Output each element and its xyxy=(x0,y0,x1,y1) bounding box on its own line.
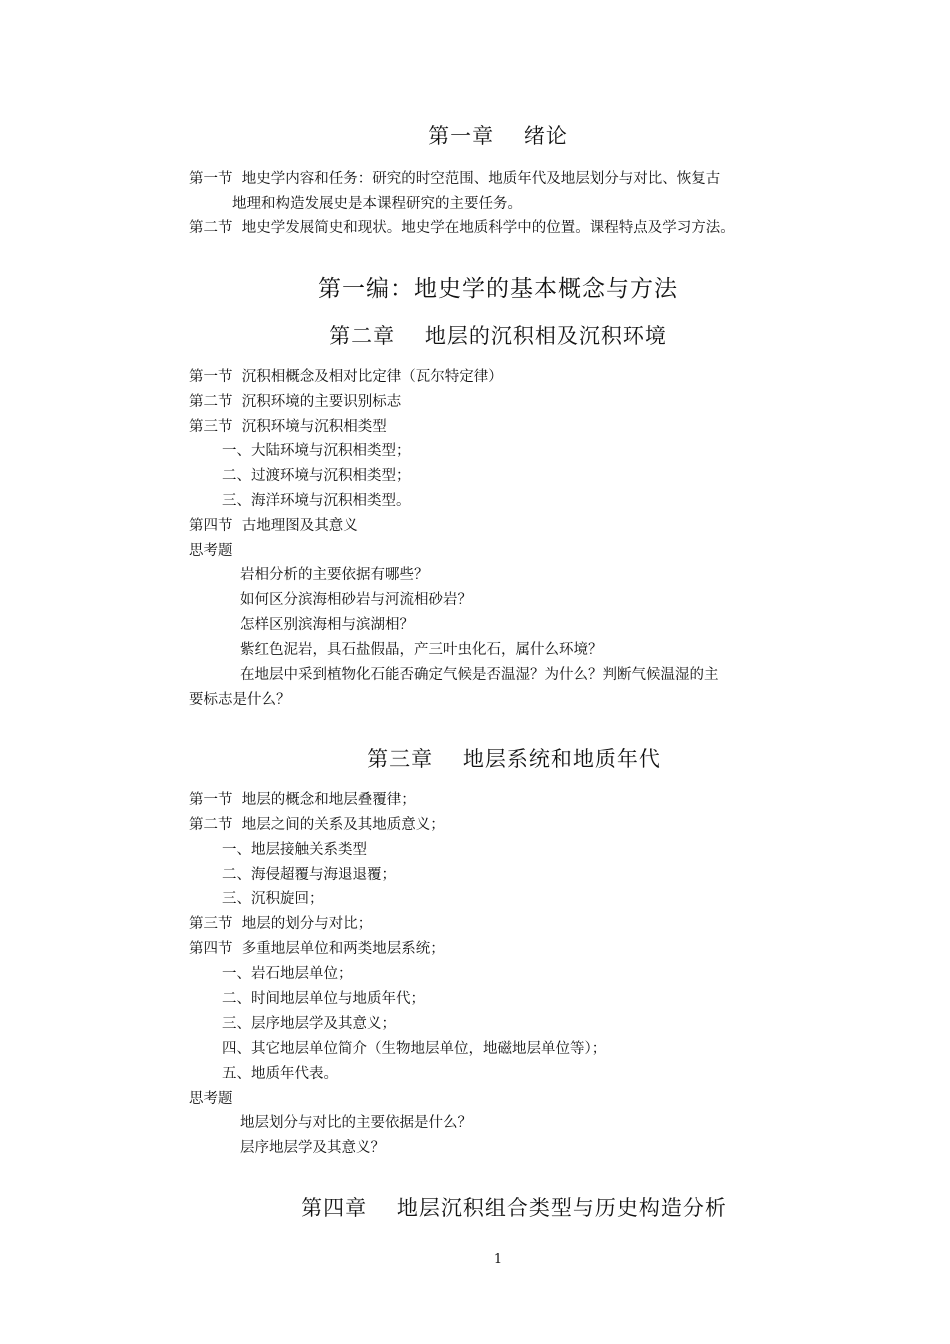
ch2-question-2: 如何区分滨海相砂岩与河流相砂岩？ xyxy=(240,592,472,608)
ch3-section-1: 第一节 地层的概念和地层叠覆律； xyxy=(189,792,416,808)
ch3-item-3: 三、沉积旋回； xyxy=(222,891,324,907)
page-number: 1 xyxy=(493,1252,503,1267)
ch3-section-3: 第三节 地层的划分与对比； xyxy=(189,916,373,932)
ch2-question-5: 在地层中采到植物化石能否确定气候是否温湿？为什么？判断气候温湿的主 xyxy=(240,667,719,683)
ch3-item-8: 五、地质年代表。 xyxy=(222,1066,338,1082)
ch3-section-2: 第二节 地层之间的关系及其地质意义； xyxy=(189,817,445,833)
ch2-section-3: 第三节 沉积环境与沉积相类型 xyxy=(189,419,387,435)
ch2-item-2: 二、过渡环境与沉积相类型； xyxy=(222,468,411,484)
chapter-4-title: 第四章 地层沉积组合类型与历史构造分析 xyxy=(301,1196,727,1220)
chapter-1-title: 第一章 绪论 xyxy=(428,124,568,148)
ch3-item-7: 四、其它地层单位简介（生物地层单位，地磁地层单位等）； xyxy=(222,1041,607,1057)
ch3-item-1: 一、地层接触关系类型 xyxy=(222,842,367,858)
ch1-section-1-line-1: 第一节 地史学内容和任务：研究的时空范围、地质年代及地层划分与对比、恢复古 xyxy=(189,171,721,187)
ch2-item-3: 三、海洋环境与沉积相类型。 xyxy=(222,493,411,509)
ch2-section-2: 第二节 沉积环境的主要识别标志 xyxy=(189,394,402,410)
ch3-questions-heading: 思考题 xyxy=(189,1091,233,1107)
ch2-question-1: 岩相分析的主要依据有哪些？ xyxy=(240,567,429,583)
ch2-section-4: 第四节 古地理图及其意义 xyxy=(189,518,358,534)
ch2-question-3: 怎样区别滨海相与滨湖相？ xyxy=(240,617,414,633)
ch2-section-1: 第一节 沉积相概念及相对比定律（瓦尔特定律） xyxy=(189,369,503,385)
ch2-item-1: 一、大陆环境与沉积相类型； xyxy=(222,443,411,459)
ch2-question-4: 紫红色泥岩，具石盐假晶，产三叶虫化石，属什么环境？ xyxy=(240,642,603,658)
ch2-questions-heading: 思考题 xyxy=(189,543,233,559)
ch3-question-2: 层序地层学及其意义？ xyxy=(240,1140,385,1156)
part-1-title: 第一编：地史学的基本概念与方法 xyxy=(318,276,678,302)
ch3-section-4: 第四节 多重地层单位和两类地层系统； xyxy=(189,941,445,957)
ch3-item-2: 二、海侵超覆与海退退覆； xyxy=(222,867,396,883)
ch1-section-1-line-2: 地理和构造发展史是本课程研究的主要任务。 xyxy=(232,196,522,212)
ch2-question-5-cont: 要标志是什么？ xyxy=(189,692,291,708)
ch3-item-6: 三、层序地层学及其意义； xyxy=(222,1016,396,1032)
chapter-2-title: 第二章 地层的沉积相及沉积环境 xyxy=(329,324,667,348)
ch3-item-5: 二、时间地层单位与地质年代； xyxy=(222,991,425,1007)
ch1-section-2: 第二节 地史学发展简史和现状。地史学在地质科学中的位置。课程特点及学习方法。 xyxy=(189,220,735,236)
chapter-3-title: 第三章 地层系统和地质年代 xyxy=(367,747,661,771)
ch3-question-1: 地层划分与对比的主要依据是什么？ xyxy=(240,1115,472,1131)
ch3-item-4: 一、岩石地层单位； xyxy=(222,966,353,982)
